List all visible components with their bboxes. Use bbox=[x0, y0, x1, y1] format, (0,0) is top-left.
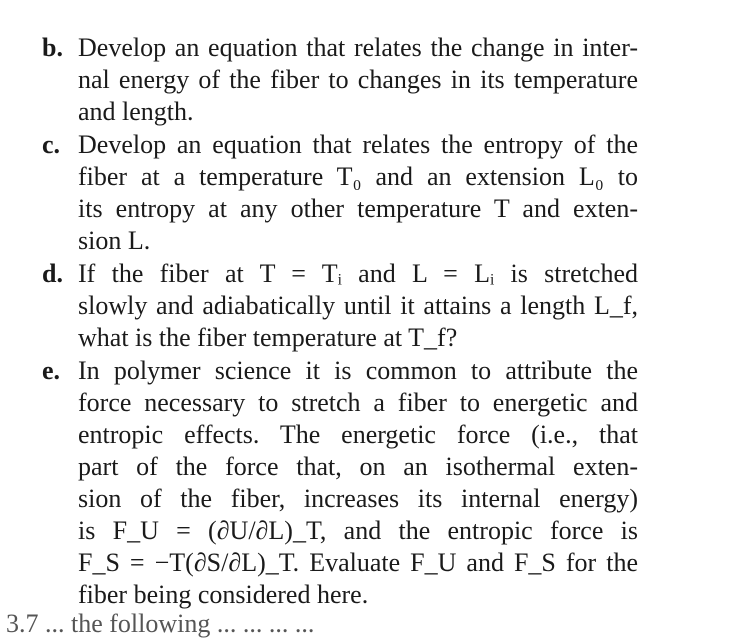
item-text bbox=[78, 355, 638, 611]
text-line: sion L. bbox=[78, 226, 151, 255]
text-line: fiber being considered here. bbox=[78, 580, 369, 609]
text-line: In polymer science it is common to attribute the bbox=[78, 356, 638, 385]
text-line: part of the force that, on an isothermal exten- bbox=[78, 452, 638, 481]
item-text bbox=[78, 129, 638, 257]
text-line: Develop an equation that relates the change in inter- bbox=[78, 33, 638, 62]
text-line: nal energy of the fiber to changes in its temperature bbox=[78, 65, 638, 94]
text-line: its entropy at any other temperature T and exten- bbox=[78, 194, 638, 223]
text-line: fiber at a temperature T₀ and an extension L₀ to bbox=[78, 162, 638, 191]
cut-off-next-line bbox=[0, 600, 744, 638]
text-line: F_S = −T(∂S/∂L)_T. Evaluate F_U and F_S for the bbox=[78, 548, 638, 577]
item-text bbox=[78, 32, 638, 128]
text-line: what is the fiber temperature at T_f? bbox=[78, 323, 458, 352]
text-line: slowly and adiabatically until it attains a length L_f, bbox=[78, 291, 638, 320]
item-label: d. bbox=[42, 259, 63, 288]
text-line: If the fiber at T = Tᵢ and L = Lᵢ is stretched bbox=[78, 259, 638, 288]
text-line: and length. bbox=[78, 97, 194, 126]
text-line: entropic effects. The energetic force (i.e., that bbox=[78, 420, 638, 449]
item-label: e. bbox=[42, 356, 61, 385]
text-line: force necessary to stretch a fiber to energetic and bbox=[78, 388, 638, 417]
item-text bbox=[78, 258, 638, 354]
text-line: sion of the fiber, increases its internal energy) bbox=[78, 484, 638, 513]
text-line: Develop an equation that relates the entropy of the bbox=[78, 130, 638, 159]
item-label: b. bbox=[42, 33, 63, 62]
item-label: c. bbox=[42, 130, 61, 159]
cut-off-text: 3.7 ... the following ... ... ... ... bbox=[6, 609, 315, 638]
text-line: is F_U = (∂U/∂L)_T, and the entropic force is bbox=[78, 516, 638, 545]
